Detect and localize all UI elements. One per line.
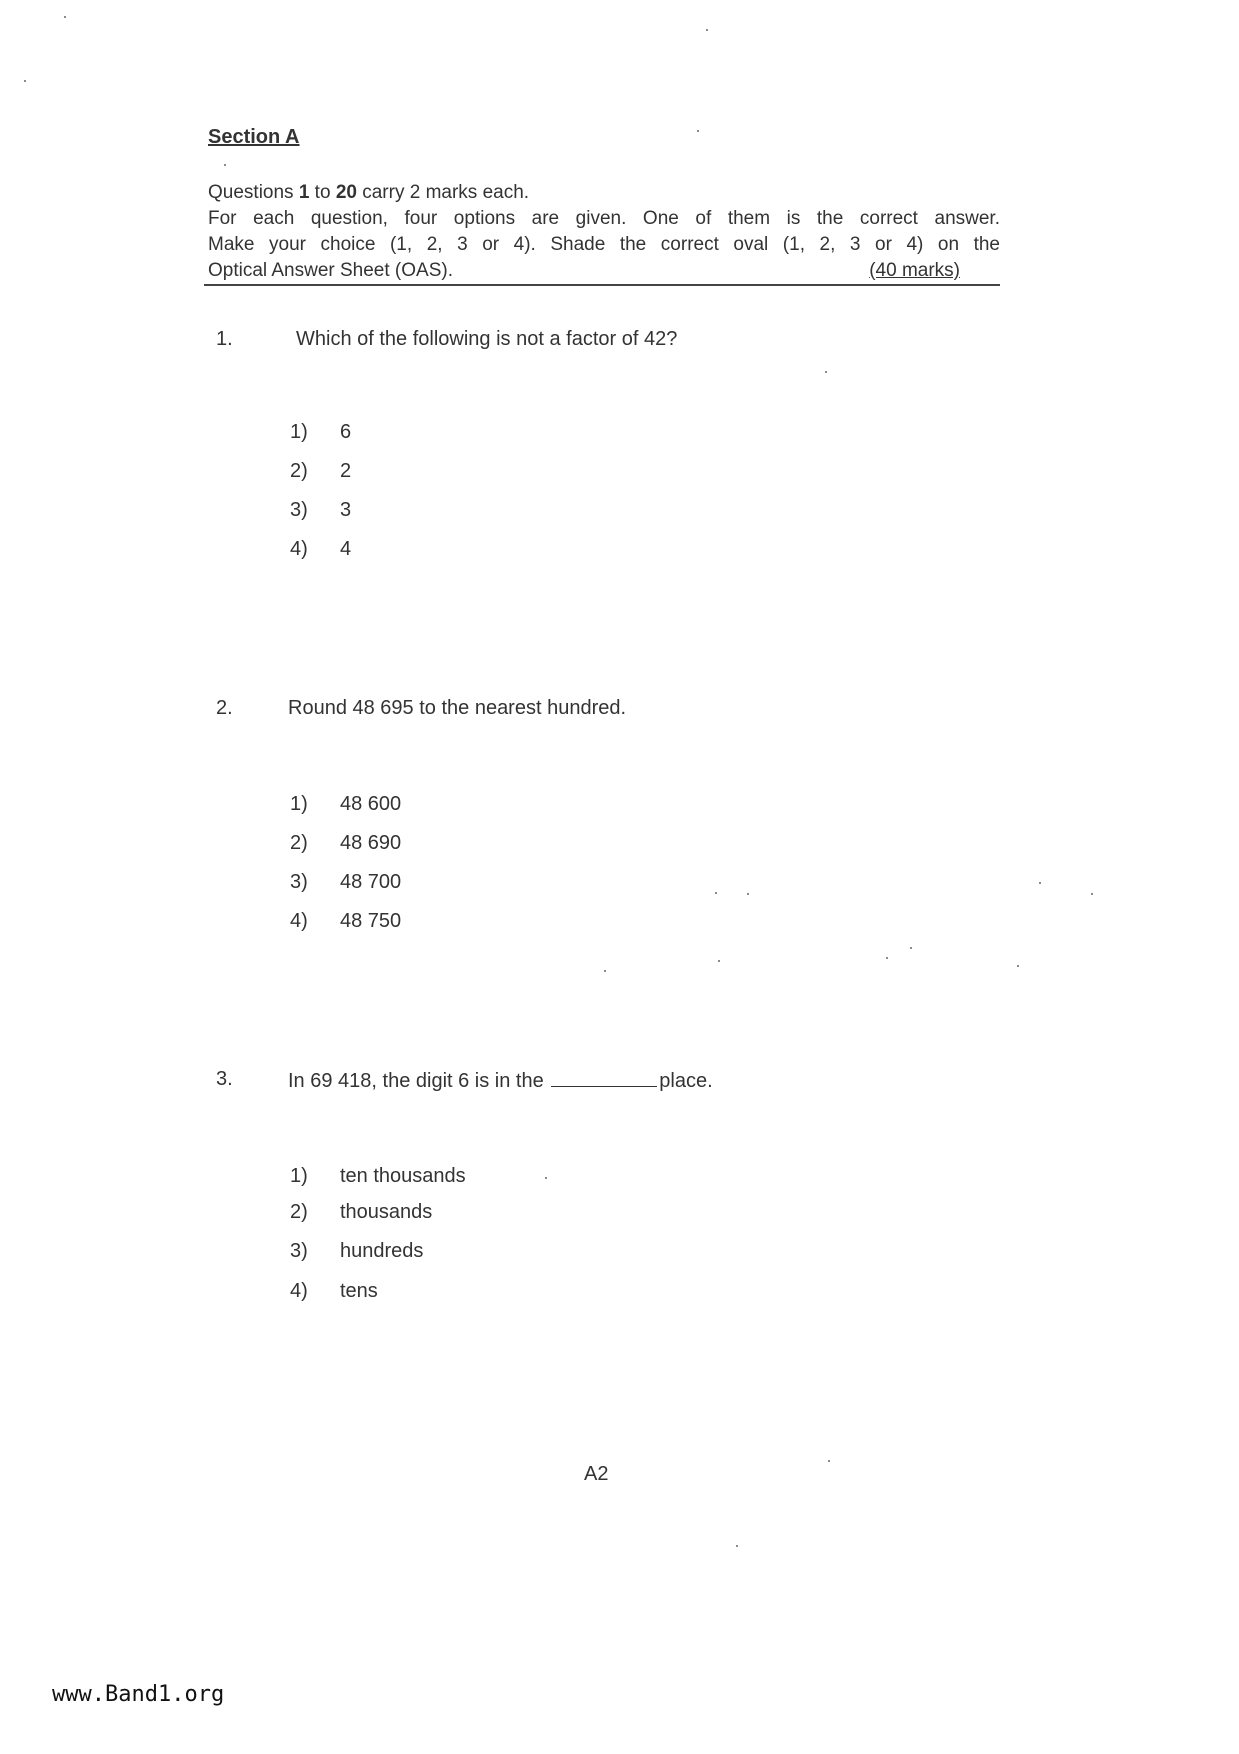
option-number: 1) [290, 1165, 308, 1187]
scan-speck [24, 80, 26, 82]
instructions-line-2: For each question, four options are given. One of them is the correct answer. [208, 208, 1000, 229]
question-text-before: In 69 418, the digit 6 is in the [288, 1070, 544, 1092]
scan-speck [1017, 965, 1019, 967]
page-number: A2 [584, 1463, 609, 1485]
instructions-line-3: Make your choice (1, 2, 3 or 4). Shade the correct oval (1, 2, 3 or 4) on the [208, 234, 1000, 255]
instructions-bold-number: 20 [335, 182, 357, 203]
option-text: 48 600 [340, 793, 402, 815]
option-2[interactable] [290, 460, 351, 483]
question-text [288, 1068, 713, 1093]
option-number: 2) [290, 460, 308, 482]
option-3[interactable] [290, 871, 401, 894]
option-4[interactable] [290, 1280, 378, 1303]
option-4[interactable] [290, 538, 351, 561]
option-2[interactable] [290, 832, 401, 855]
option-number: 3) [290, 499, 308, 521]
option-text: ten thousands [340, 1165, 466, 1187]
option-text: 48 700 [340, 871, 402, 893]
instructions-line-1 [208, 180, 1000, 206]
option-1[interactable] [290, 421, 351, 444]
option-number: 3) [290, 871, 308, 893]
scan-speck [1039, 882, 1041, 884]
instructions-text: to [309, 182, 336, 203]
option-1[interactable] [290, 1165, 466, 1188]
instructions-block [208, 180, 1000, 284]
option-text: tens [340, 1280, 378, 1302]
section-title: Section A [208, 126, 300, 148]
scan-speck [828, 1460, 830, 1462]
question-number: 1. [216, 328, 233, 350]
option-number: 3) [290, 1240, 308, 1262]
option-text: thousands [340, 1201, 433, 1223]
option-text: 48 690 [340, 832, 402, 854]
scan-speck [1091, 893, 1093, 895]
scan-speck [706, 29, 708, 31]
option-text: hundreds [340, 1240, 424, 1262]
scan-speck [747, 893, 749, 895]
scan-speck [825, 371, 827, 373]
option-3[interactable] [290, 499, 351, 522]
option-number: 2) [290, 832, 308, 854]
scan-speck [224, 164, 226, 166]
option-4[interactable] [290, 910, 401, 933]
scan-speck [718, 960, 720, 962]
option-number: 4) [290, 538, 308, 560]
option-1[interactable] [290, 793, 401, 816]
option-number: 4) [290, 910, 308, 932]
option-number: 4) [290, 1280, 308, 1302]
question-number: 2. [216, 697, 233, 719]
instructions-text: carry 2 marks each. [356, 182, 530, 203]
scan-speck [697, 130, 699, 132]
question-text: Round 48 695 to the nearest hundred. [288, 697, 627, 719]
question-text: Which of the following is not a factor of 42? [296, 328, 678, 350]
scan-speck [545, 1177, 547, 1179]
section-divider [204, 284, 1000, 286]
option-text: 4 [340, 538, 352, 560]
option-text: 3 [340, 499, 352, 521]
scan-speck [64, 16, 66, 18]
option-text: 48 750 [340, 910, 402, 932]
option-text: 6 [340, 421, 352, 443]
watermark-url[interactable]: www.Band1.org [52, 1682, 225, 1707]
answer-blank [551, 1068, 657, 1087]
question-text-after: place. [659, 1070, 713, 1092]
scan-speck [604, 970, 606, 972]
scan-speck [886, 957, 888, 959]
option-text: 2 [340, 460, 352, 482]
marks-label: (40 marks) [869, 260, 960, 281]
scan-speck [736, 1545, 738, 1547]
instructions-text: Questions [208, 182, 299, 203]
option-number: 1) [290, 421, 308, 443]
option-3[interactable] [290, 1240, 423, 1263]
scan-speck [910, 947, 912, 949]
option-number: 1) [290, 793, 308, 815]
oas-text: Optical Answer Sheet (OAS). [208, 260, 453, 281]
option-2[interactable] [290, 1201, 432, 1224]
instructions-bold-number: 1 [298, 182, 310, 203]
scan-speck [715, 892, 717, 894]
question-number: 3. [216, 1068, 233, 1090]
instructions-line-4 [208, 258, 960, 284]
option-number: 2) [290, 1201, 308, 1223]
